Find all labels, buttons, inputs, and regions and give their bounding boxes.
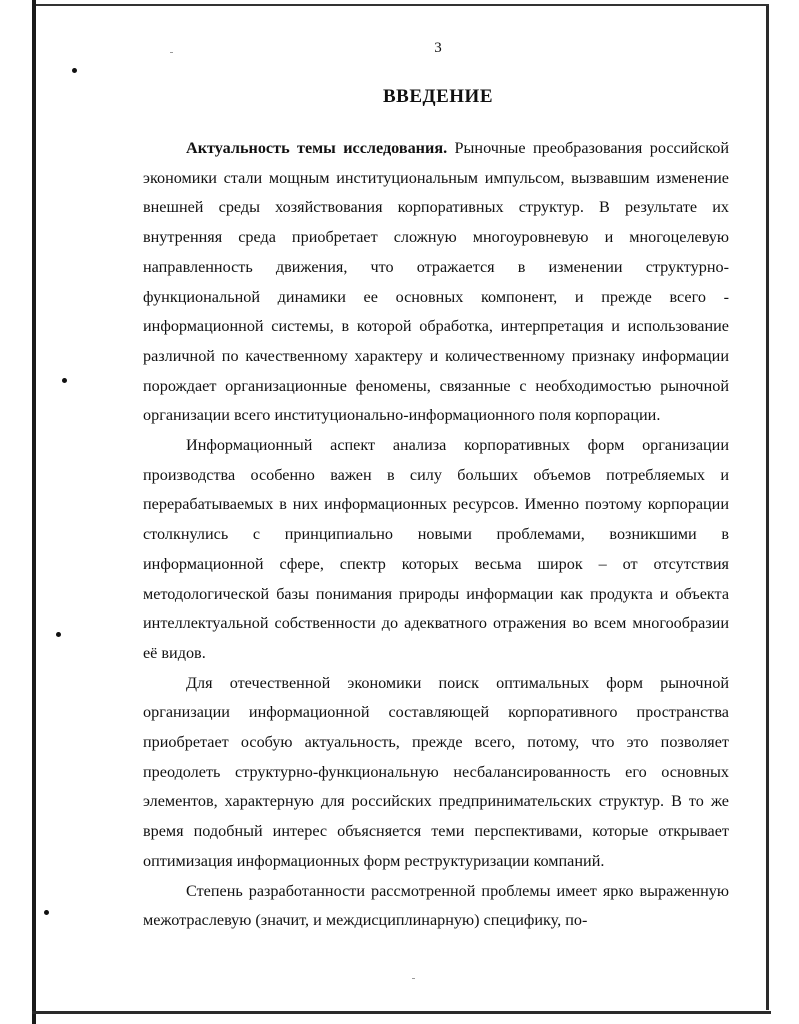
- paragraph-relevance: [143, 134, 729, 431]
- paragraph-domestic-economy: [143, 669, 729, 877]
- paragraph-text: Степень разработанности рассмотренной проблемы имеет ярко выраженную межотраслевую (значит, и междисциплинарную) специфику, по-: [143, 881, 729, 930]
- page-title: ВВЕДЕНИЕ: [383, 86, 493, 107]
- scan-border-right: [766, 6, 769, 1010]
- paragraph-text: Для отечественной экономики поиск оптимальных форм рыночной организации информационной составляющей корпоративного пространства приобретает особую актуальность, прежде всего, потому, что это позволяет преодолеть структурно-функциональную несбалансированность его основных элементов, характерную для российских предпринимательских структур. В то же время подобный интерес объясняется теми перспективами, которые открывает оптимизация информационных форм реструктуризации компаний.: [143, 673, 729, 870]
- scan-dust: [412, 978, 415, 979]
- scan-speck: [44, 910, 49, 915]
- scan-border-left: [32, 0, 36, 1024]
- paragraph-information-aspect: [143, 431, 729, 669]
- paragraph-text: Рыночные преобразования российской экономики стали мощным институциональным импульсом, вызвавшим изменение внешней среды хозяйствования корпоративных структур. В результате их внутренняя среда приобретает сложную многоуровневую и многоцелевую направленность движения, что отражается в изменении структурно-функциональной динамики ее основных компонент, и прежде всего - информационной системы, в которой обработка, интерпретация и использование различной по качественному характеру и количественному признаку информации порождает организационные феномены, связанные с необходимостью рыночной организации всего институционально-информационного поля корпорации.: [143, 139, 729, 425]
- paragraph-lead: Актуальность темы исследования.: [186, 139, 448, 157]
- paragraph-text: Информационный аспект анализа корпоративных форм организации производства особенно важен в силу больших объемов потребляемых и перерабатываемых в них информационных ресурсов. Именно поэтому корпорации столкнулись с принципиально новыми проблемами, возникшими в информационной сфере, спектр которых весьма широк – от отсутствия методологической базы понимания природы информации как продукта и объекта интеллектуальной собственности до адекватного отражения во всем многообразии её видов.: [143, 436, 729, 662]
- body-text: [143, 134, 729, 936]
- page-number: 3: [434, 40, 442, 56]
- scan-speck: [72, 68, 77, 73]
- scan-border-bottom: [32, 1011, 771, 1014]
- scan-speck: [56, 632, 61, 637]
- scan-speck: [62, 378, 67, 383]
- paragraph-degree-of-development: [143, 877, 729, 936]
- scan-border-top: [32, 4, 769, 6]
